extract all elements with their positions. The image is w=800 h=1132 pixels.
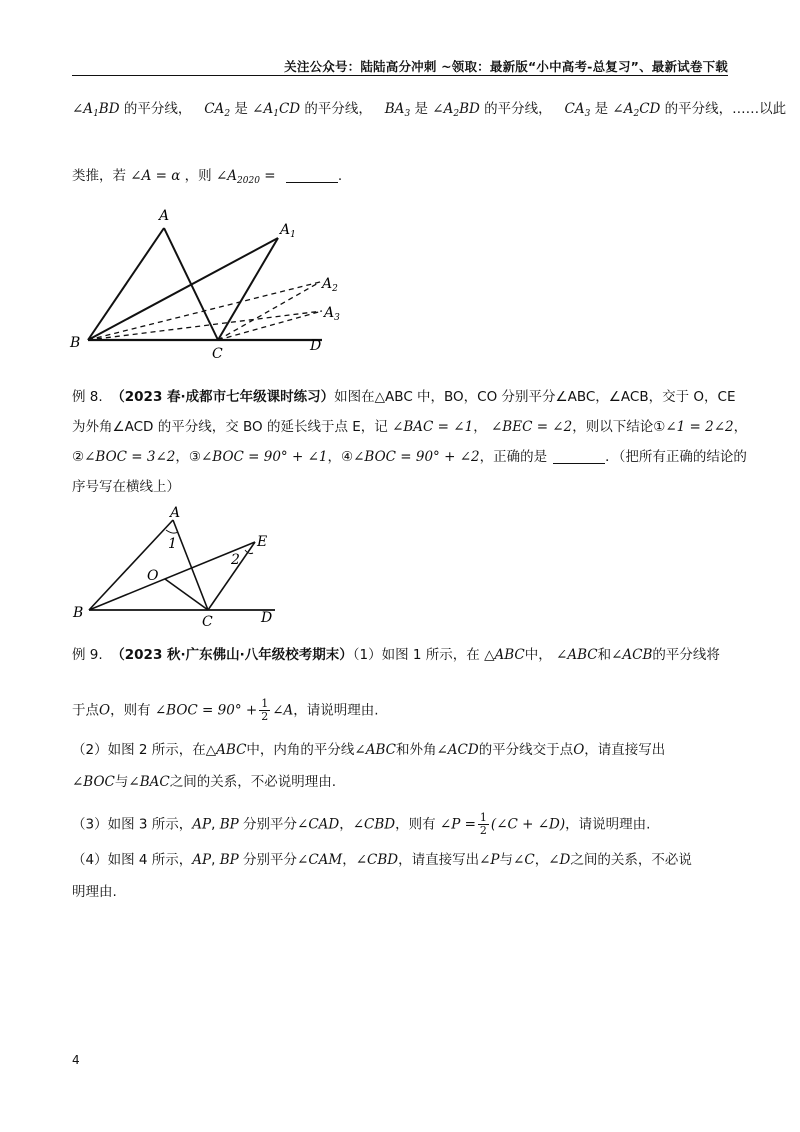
label-D: D: [261, 610, 273, 626]
line-ba2: [88, 282, 320, 340]
label-C: C: [202, 614, 213, 630]
header-divider: [72, 75, 728, 76]
line-ca2: [218, 282, 320, 340]
problem7-line1: $\angle A_1BD$ 的平分线， $CA_2$ 是 $\angle A_1CD$ 的平分线， $BA_3$ 是 $\angle A_2BD$ 的平分线， $CA_3$ 是 $\angle A_2CD$ 的平分线，……以此: [72, 101, 787, 119]
label-angle-2: 2: [231, 552, 240, 568]
figure-triangle-bisectors: [65, 502, 290, 630]
ex9-line1: 例 9. （2023 秋·广东佛山·八年级校考期末）（1）如图 1 所示，在 △ABC中， ∠ABC和∠ACB的平分线将: [72, 647, 720, 663]
page-number: 4: [72, 1053, 80, 1067]
ex8-line2: 为外角∠ACD 的平分线，交 BO 的延长线于点 E，记 ∠BAC = ∠1， ∠BEC = ∠2，则以下结论①∠1 = 2∠2，: [72, 419, 748, 435]
angle-a1bd: $\angle A_1BD$: [72, 101, 120, 119]
label-angle-1: 1: [168, 536, 177, 552]
page-header: 关注公众号：陆陆高分冲刺 ~领取：最新版“小中高考-总复习”、最新试卷下载: [284, 59, 728, 74]
ex9-line2: 于点O，则有 ∠BOC = 90° + $\frac{1}{2}$ ∠A，请说明理由.: [72, 697, 379, 723]
label-A2: A: [322, 276, 333, 292]
ex9-line3: （2）如图 2 所示，在△ABC中，内角的平分线∠ABC和外角∠ACD的平分线交于点O，请直接写出: [72, 742, 666, 758]
svg-text:A2: $A_2$: [322, 276, 338, 294]
ex8-line1: 例 8. （2023 春·成都市七年级课时练习）如图在△ABC 中，BO，CO 分别平分∠ABC，∠ACB，交于 O，CE: [72, 389, 736, 405]
label-D: D: [310, 338, 322, 354]
svg-text:A1: $A_1$: [280, 222, 296, 240]
label-E: E: [257, 534, 268, 550]
label-C: C: [212, 346, 223, 362]
svg-text:A3: $A_3$: [324, 305, 340, 323]
line-ba3: [88, 311, 322, 340]
ex9-line5: （3）如图 3 所示，AP, BP 分别平分∠CAD，∠CBD，则有 ∠P = $\frac{1}{2}$ (∠C + ∠D)，请说明理由.: [72, 811, 651, 837]
label-O: O: [147, 568, 159, 584]
ex8-line4: 序号写在横线上）: [72, 479, 180, 495]
fraction-half: $\frac{1}{2}$: [479, 811, 487, 837]
line-ba1: [88, 238, 278, 340]
figure-angle-bisectors: [60, 200, 360, 365]
answer-blank: [286, 168, 338, 183]
label-B: B: [70, 335, 81, 351]
problem7-line2: 类推，若 ∠A = α ，则 $\angle A_{2020}$ = .: [72, 168, 343, 186]
label-A: A: [159, 208, 170, 224]
label-B: B: [73, 605, 84, 621]
answer-blank-ex8: [553, 449, 605, 464]
ex9-line4: ∠BOC与∠BAC之间的关系，不必说明理由.: [72, 774, 336, 790]
ex8-line3: ②∠BOC = 3∠2，③∠BOC = 90° + ∠1，④∠BOC = 90° + ∠2，正确的是 ．（把所有正确的结论的: [72, 449, 747, 465]
fraction-half: $\frac{1}{2}$: [261, 697, 269, 723]
ex9-line7: 明理由.: [72, 884, 117, 900]
label-A1: A: [280, 222, 291, 238]
ex9-line6: （4）如图 4 所示，AP, BP 分别平分∠CAM，∠CBD，请直接写出∠P与∠C，∠D之间的关系，不必说: [72, 852, 692, 868]
label-A3: A: [324, 305, 335, 321]
label-A: A: [170, 505, 181, 521]
